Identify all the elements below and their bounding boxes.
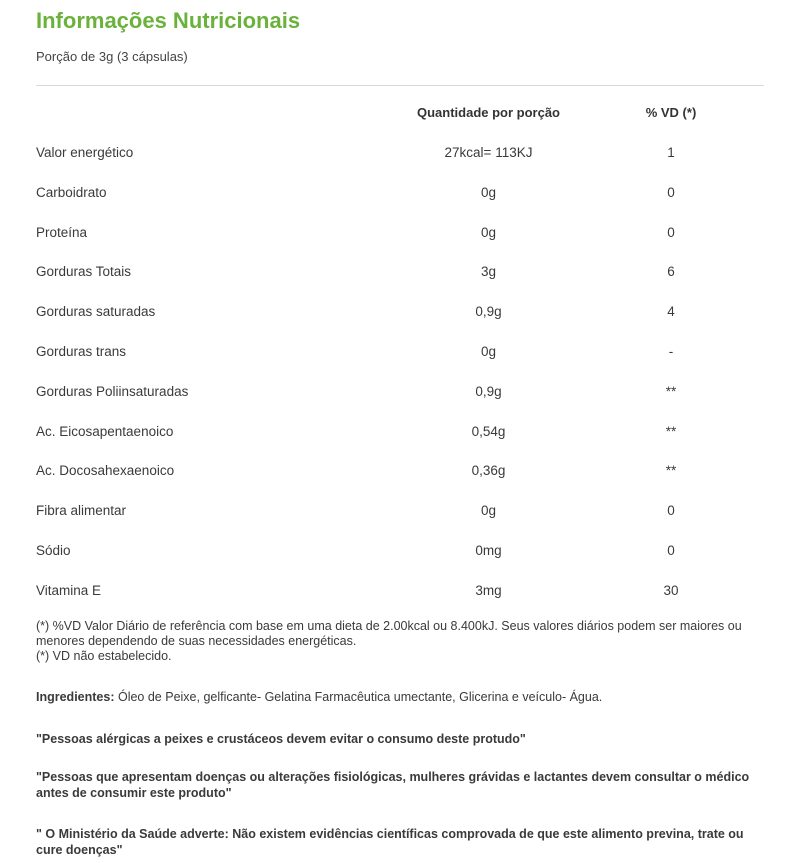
row-vd: 6 <box>667 264 675 280</box>
portion-size: Porção de 3g (3 cápsulas) <box>36 49 188 64</box>
table-row <box>36 379 764 419</box>
row-vd: - <box>668 343 674 359</box>
table-row <box>36 180 764 220</box>
row-name: Fibra alimentar <box>36 503 127 519</box>
ingredients <box>36 690 766 704</box>
ministry-warning: " O Ministério da Saúde adverte: Não existem evidências científicas comprovada de que este alimento previna, trate ou cure doenças" <box>36 827 744 857</box>
table-row <box>36 299 764 339</box>
footnote-vd-reference: (*) %VD Valor Diário de referência com base em uma dieta de 2.00kcal ou 8.400kJ. Seus valores diários podem ser maiores ou menores dependendo de suas necessidades energéticas. <box>36 619 742 648</box>
row-vd: 4 <box>667 304 675 320</box>
row-vd: 0 <box>667 224 675 240</box>
row-quantity: 0g <box>480 184 497 200</box>
row-name: Carboidrato <box>36 184 107 200</box>
ingredients-text: Óleo de Peixe, gelficante- Gelatina Farmacêutica umectante, Glicerina e veículo- Água. <box>114 690 603 704</box>
row-quantity: 0,9g <box>475 304 502 320</box>
row-quantity: 0g <box>480 343 497 359</box>
table-row <box>36 259 764 299</box>
row-name: Gorduras trans <box>36 343 127 359</box>
footnote-vd-not-established: (*) VD não estabelecido. <box>36 649 172 663</box>
row-quantity: 27kcal= 113KJ <box>444 145 533 160</box>
row-quantity: 0,36g <box>471 463 506 479</box>
footnotes <box>36 619 766 664</box>
row-vd: 1 <box>667 145 675 160</box>
row-name: Gorduras Totais <box>36 264 132 280</box>
table-row <box>36 578 764 618</box>
row-vd: ** <box>665 423 677 439</box>
table-row <box>36 538 764 578</box>
row-name: Sódio <box>36 542 71 558</box>
header-quantity: Quantidade por porção <box>416 105 560 120</box>
row-vd: 30 <box>663 582 679 598</box>
table-row <box>36 458 764 498</box>
divider <box>36 85 764 86</box>
row-vd: 0 <box>667 542 675 558</box>
row-vd: 0 <box>667 503 675 519</box>
row-quantity: 3mg <box>475 582 502 598</box>
row-vd: ** <box>665 383 677 399</box>
row-quantity: 0g <box>480 224 497 240</box>
row-quantity: 0mg <box>475 542 502 558</box>
row-name: Proteína <box>36 224 88 240</box>
allergy-warning: "Pessoas alérgicas a peixes e crustáceos devem evitar o consumo deste protudo" <box>36 732 526 746</box>
row-quantity: 3g <box>480 264 497 280</box>
table-row <box>36 140 764 180</box>
row-name: Gorduras Poliinsaturadas <box>36 383 189 399</box>
row-name: Ac. Docosahexaenoico <box>36 463 175 479</box>
row-vd: 0 <box>667 184 675 200</box>
nutrition-table <box>36 100 764 618</box>
header-vd: % VD (*) <box>645 105 697 120</box>
page-title: Informações Nutricionais <box>36 8 301 33</box>
row-name: Valor energético <box>36 145 134 160</box>
row-name: Gorduras saturadas <box>36 304 156 320</box>
health-warning: "Pessoas que apresentam doenças ou alterações fisiológicas, mulheres grávidas e lactantes devem consultar o médico antes de consumir este produto" <box>36 770 750 800</box>
row-vd: ** <box>665 463 677 479</box>
table-header <box>36 100 764 140</box>
table-row <box>36 419 764 459</box>
row-quantity: 0g <box>480 503 497 519</box>
row-name: Ac. Eicosapentaenoico <box>36 423 174 439</box>
table-row <box>36 339 764 379</box>
row-quantity: 0,54g <box>471 423 506 439</box>
table-row <box>36 220 764 260</box>
ingredients-label: Ingredientes: <box>36 690 115 704</box>
row-name: Vitamina E <box>36 582 102 598</box>
row-quantity: 0,9g <box>475 383 502 399</box>
table-row <box>36 498 764 538</box>
